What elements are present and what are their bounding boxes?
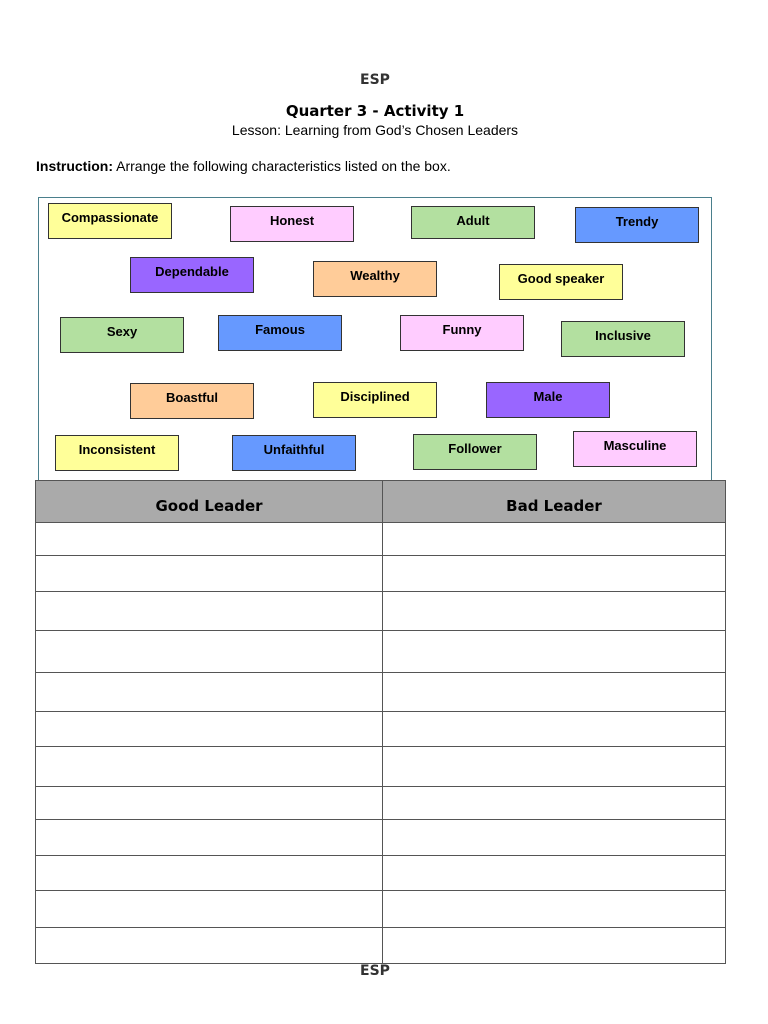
characteristic-card[interactable]: Sexy — [60, 317, 184, 353]
instruction — [36, 158, 451, 174]
characteristic-card[interactable]: Inconsistent — [55, 435, 179, 471]
table-row — [36, 592, 726, 631]
sorting-table — [35, 480, 726, 964]
characteristic-card[interactable]: Wealthy — [313, 261, 437, 297]
bad-leader-cell[interactable] — [383, 891, 726, 928]
good-leader-cell[interactable] — [36, 856, 383, 891]
bad-leader-cell[interactable] — [383, 712, 726, 747]
characteristic-card[interactable]: Boastful — [130, 383, 254, 419]
bad-leader-cell[interactable] — [383, 631, 726, 673]
characteristic-card[interactable]: Trendy — [575, 207, 699, 243]
good-leader-cell[interactable] — [36, 928, 383, 964]
characteristic-card[interactable]: Follower — [413, 434, 537, 470]
characteristics-box — [38, 197, 712, 482]
good-leader-cell[interactable] — [36, 523, 383, 556]
good-leader-cell[interactable] — [36, 747, 383, 787]
characteristic-card[interactable]: Compassionate — [48, 203, 172, 239]
good-leader-cell[interactable] — [36, 631, 383, 673]
table-row — [36, 787, 726, 820]
bad-leader-cell[interactable] — [383, 856, 726, 891]
table-row — [36, 856, 726, 891]
table-row — [36, 747, 726, 787]
good-leader-cell[interactable] — [36, 820, 383, 856]
characteristic-card[interactable]: Famous — [218, 315, 342, 351]
bad-leader-cell[interactable] — [383, 556, 726, 592]
good-leader-cell[interactable] — [36, 556, 383, 592]
characteristic-card[interactable]: Funny — [400, 315, 524, 351]
sorting-table-wrapper — [35, 480, 725, 964]
footer-subject: ESP — [360, 963, 390, 979]
table-header-row — [36, 481, 726, 523]
bad-leader-cell[interactable] — [383, 787, 726, 820]
page-title: Quarter 3 - Activity 1 — [285, 102, 465, 120]
good-leader-cell[interactable] — [36, 891, 383, 928]
bad-leader-cell[interactable] — [383, 592, 726, 631]
good-leader-cell[interactable] — [36, 712, 383, 747]
bad-leader-cell[interactable] — [383, 747, 726, 787]
good-leader-cell[interactable] — [36, 787, 383, 820]
characteristic-card[interactable]: Masculine — [573, 431, 697, 467]
table-row — [36, 928, 726, 964]
characteristic-card[interactable]: Dependable — [130, 257, 254, 293]
characteristic-card[interactable]: Disciplined — [313, 382, 437, 418]
column-header-good-leader: Good Leader — [36, 481, 383, 523]
good-leader-cell[interactable] — [36, 673, 383, 712]
bad-leader-cell[interactable] — [383, 820, 726, 856]
table-row — [36, 891, 726, 928]
header-subject: ESP — [360, 72, 390, 88]
characteristic-card[interactable]: Good speaker — [499, 264, 623, 300]
column-header-bad-leader: Bad Leader — [383, 481, 726, 523]
table-row — [36, 523, 726, 556]
bad-leader-cell[interactable] — [383, 928, 726, 964]
table-row — [36, 712, 726, 747]
characteristic-card[interactable]: Unfaithful — [232, 435, 356, 471]
bad-leader-cell[interactable] — [383, 523, 726, 556]
characteristic-card[interactable]: Inclusive — [561, 321, 685, 357]
instruction-label: Instruction: — [36, 158, 113, 174]
characteristic-card[interactable]: Adult — [411, 206, 535, 239]
lesson-title: Lesson: Learning from God’s Chosen Leaders — [231, 122, 519, 138]
good-leader-cell[interactable] — [36, 592, 383, 631]
table-row — [36, 556, 726, 592]
table-row — [36, 631, 726, 673]
bad-leader-cell[interactable] — [383, 673, 726, 712]
table-row — [36, 820, 726, 856]
characteristic-card[interactable]: Honest — [230, 206, 354, 242]
table-row — [36, 673, 726, 712]
characteristic-card[interactable]: Male — [486, 382, 610, 418]
instruction-text: Arrange the following characteristics listed on the box. — [113, 158, 451, 174]
